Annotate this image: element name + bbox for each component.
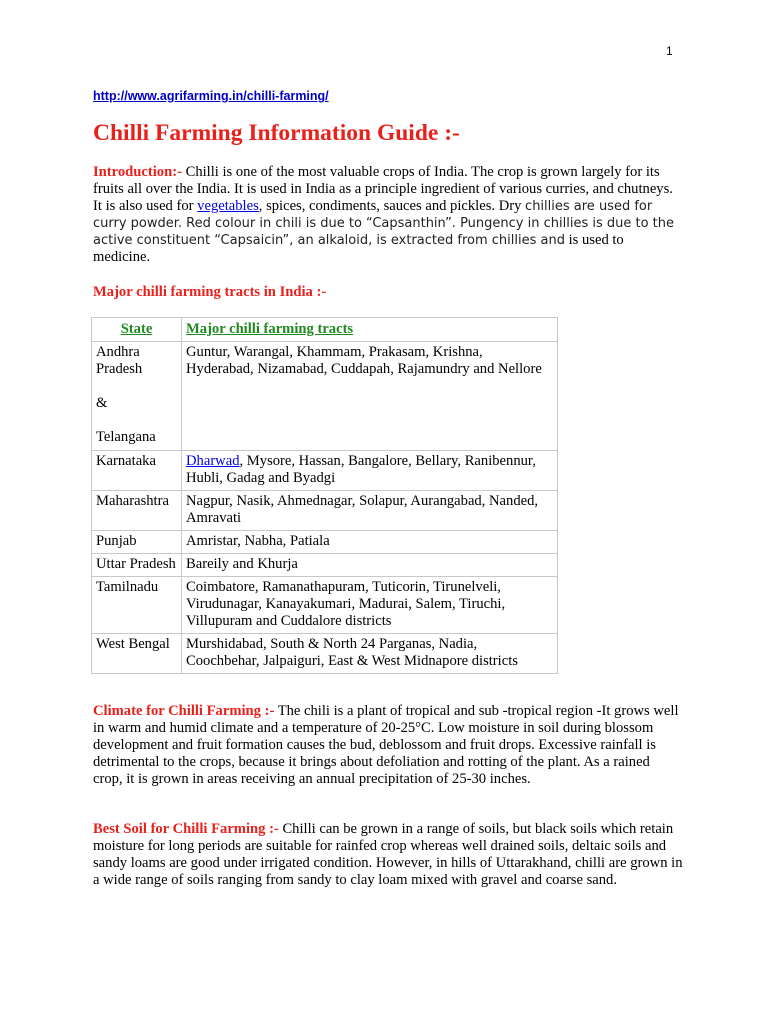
table-header-row xyxy=(92,318,558,342)
intro-text-b: , spices, condiments, sauces and pickles. Dry xyxy=(258,198,526,214)
intro-text-c: chillies are used for curry powder. Red colour in chili is due to “Capsanthin”. Pungency in chillies is due to the active constituent “Capsaicin”, an alkaloid, is extracted from chillies and xyxy=(93,199,675,248)
intro-text-d: is used to medicine. xyxy=(93,232,624,265)
state-cell: Punjab xyxy=(92,531,182,554)
state-cell: Uttar Pradesh xyxy=(92,554,182,577)
soil-label: Best Soil for Chilli Farming :- xyxy=(93,821,279,837)
climate-label: Climate for Chilli Farming :- xyxy=(93,703,275,719)
climate-text: The chili is a plant of tropical and sub -tropical region -It grows well in warm and humid climate and a temperature of 20-25°C. Low moisture in soil during blossom development and fruit formation causes the bud, deblossom and fruit drops. Excessive rainfall is detrimental to the crops, because it brings about defoliation and rotting of the plant. As a rained crop, it is grown in areas receiving an annual precipitation of 25-30 inches. xyxy=(93,703,679,787)
vegetables-link[interactable]: vegetables xyxy=(197,198,259,214)
table-row xyxy=(92,342,558,451)
page-number: 1 xyxy=(666,44,673,58)
intro-label: Introduction:- xyxy=(93,164,182,180)
climate-paragraph xyxy=(93,703,683,788)
soil-text: Chilli can be grown in a range of soils, but black soils which retain moisture for long periods are suitable for rainfed crop whereas well drained soils, deltaic soils and sandy loams are good under irrigated condition. However, in hills of Uttarakhand, chilli are grown in a wide range of soils ranging from sandy to clay loam mixed with gravel and coarse sand. xyxy=(93,821,683,888)
table-row xyxy=(92,554,558,577)
state-cell: Tamilnadu xyxy=(92,577,182,634)
tracts-cell: Murshidabad, South & North 24 Parganas, Nadia, Coochbehar, Jalpaiguri, East & West Midnapore districts xyxy=(182,634,558,674)
table-row xyxy=(92,491,558,531)
page-title: Chilli Farming Information Guide :- xyxy=(93,120,460,146)
state-cell xyxy=(92,342,182,451)
state-andhra: Andhra Pradesh xyxy=(96,344,143,377)
tracts-cell: Guntur, Warangal, Khammam, Prakasam, Krishna, Hyderabad, Nizamabad, Cuddapah, Rajamundry and Nellore xyxy=(182,342,558,451)
state-ampersand: & xyxy=(96,395,108,411)
table-row xyxy=(92,531,558,554)
table-row xyxy=(92,577,558,634)
tracts-cell: Coimbatore, Ramanathapuram, Tuticorin, Tirunelveli, Virudunagar, Kanayakumari, Madurai, Salem, Tiruchi, Villupuram and Cuddalore districts xyxy=(182,577,558,634)
dharwad-link[interactable]: Dharwad xyxy=(186,453,240,469)
source-url-link[interactable]: http://www.agrifarming.in/chilli-farming/ xyxy=(93,89,329,103)
tracts-heading: Major chilli farming tracts in India :- xyxy=(93,284,327,300)
state-cell: West Bengal xyxy=(92,634,182,674)
tracts-table xyxy=(91,317,558,674)
karnataka-tracts-text: , Mysore, Hassan, Bangalore, Bellary, Ranibennur, Hubli, Gadag and Byadgi xyxy=(186,453,536,486)
state-cell: Maharashtra xyxy=(92,491,182,531)
tracts-cell: Nagpur, Nasik, Ahmednagar, Solapur, Aurangabad, Nanded, Amravati xyxy=(182,491,558,531)
table-row xyxy=(92,634,558,674)
intro-paragraph xyxy=(93,164,683,266)
table-row xyxy=(92,451,558,491)
header-state: State xyxy=(92,318,182,342)
soil-paragraph xyxy=(93,821,683,889)
tracts-cell: Amristar, Nabha, Patiala xyxy=(182,531,558,554)
header-tracts: Major chilli farming tracts xyxy=(182,318,558,342)
state-cell: Karnataka xyxy=(92,451,182,491)
tracts-cell xyxy=(182,451,558,491)
tracts-cell: Bareily and Khurja xyxy=(182,554,558,577)
state-telangana: Telangana xyxy=(96,429,156,445)
intro-text-a: Chilli is one of the most valuable crops of India. The crop is grown largely for its fruits all over the India. It is used in India as a principle ingredient of various curries, and chutneys. It is also used for xyxy=(93,164,673,214)
